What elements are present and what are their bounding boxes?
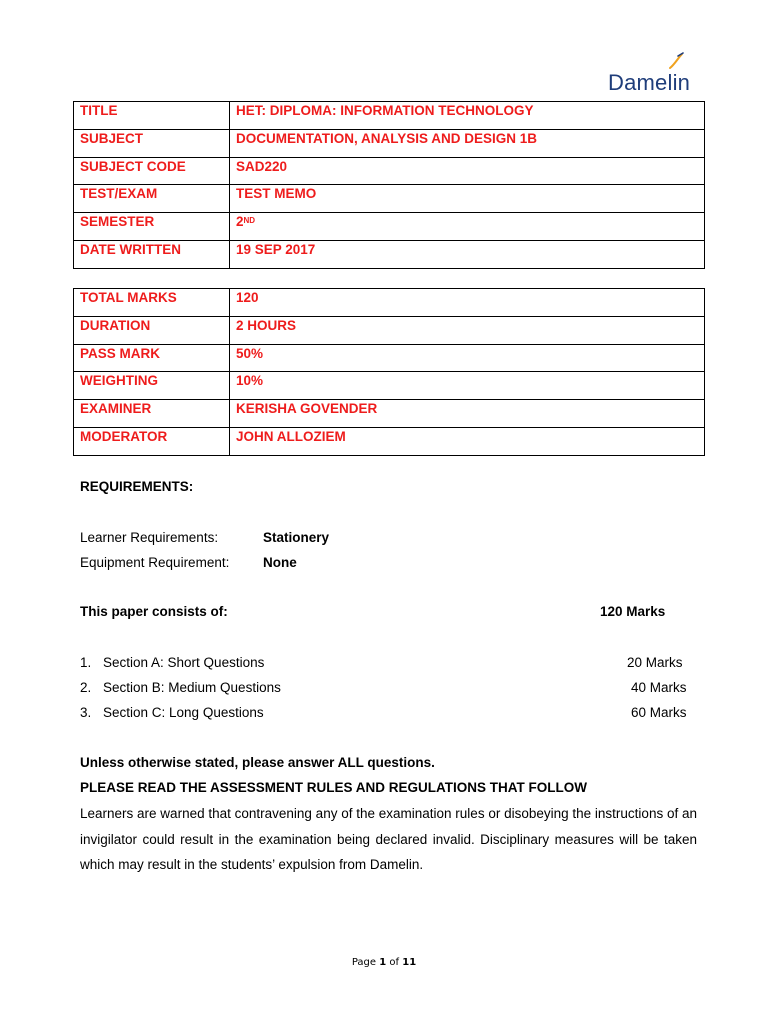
row-value: 10% — [230, 372, 705, 400]
page-word: Page — [351, 957, 377, 968]
paper-consists-label: This paper consists of: — [80, 604, 228, 619]
damelin-logo — [606, 52, 706, 100]
row-label: SUBJECT — [74, 129, 230, 157]
row-value: 120 — [230, 289, 705, 317]
rules-heading: PLEASE READ THE ASSESSMENT RULES AND REGULATIONS THAT FOLLOW — [80, 780, 588, 795]
row-value: SAD220 — [230, 157, 705, 185]
row-label: EXAMINER — [74, 400, 230, 428]
paper-total-marks: 120 Marks — [600, 604, 666, 619]
table-row — [74, 129, 705, 157]
table-row — [74, 344, 705, 372]
section-name: Section A: Short Questions — [103, 655, 265, 670]
row-value — [230, 213, 705, 241]
table-row — [74, 102, 705, 130]
table-row — [74, 400, 705, 428]
table-row — [74, 427, 705, 455]
section-number: 1. — [80, 655, 92, 670]
table-row — [74, 213, 705, 241]
row-label: DATE WRITTEN — [74, 240, 230, 268]
row-label: DURATION — [74, 316, 230, 344]
row-value: JOHN ALLOZIEM — [230, 427, 705, 455]
row-label: PASS MARK — [74, 344, 230, 372]
section-marks: 20 Marks — [627, 655, 683, 670]
row-value: TEST MEMO — [230, 185, 705, 213]
row-value: HET: DIPLOMA: INFORMATION TECHNOLOGY — [230, 102, 705, 130]
course-info-table — [73, 101, 705, 269]
semester-number: 2 — [236, 214, 244, 230]
logo-text: Damelin — [608, 70, 691, 95]
semester-suffix: ND — [243, 216, 256, 226]
equipment-requirement-value: None — [263, 555, 297, 570]
row-label: SUBJECT CODE — [74, 157, 230, 185]
of-word: of — [389, 957, 400, 968]
page-footer — [0, 957, 768, 968]
row-label: SEMESTER — [74, 213, 230, 241]
row-label: WEIGHTING — [74, 372, 230, 400]
row-value: 19 SEP 2017 — [230, 240, 705, 268]
row-label: MODERATOR — [74, 427, 230, 455]
row-value: DOCUMENTATION, ANALYSIS AND DESIGN 1B — [230, 129, 705, 157]
learner-requirements-label: Learner Requirements: — [80, 530, 219, 545]
learner-requirements-value: Stationery — [263, 530, 330, 545]
row-label: TEST/EXAM — [74, 185, 230, 213]
row-value: 2 HOURS — [230, 316, 705, 344]
row-label: TITLE — [74, 102, 230, 130]
current-page-number: 1 — [379, 957, 387, 968]
answer-all-instruction: Unless otherwise stated, please answer ALL questions. — [80, 755, 435, 770]
row-value: KERISHA GOVENDER — [230, 400, 705, 428]
table-row — [74, 157, 705, 185]
table-row — [74, 372, 705, 400]
requirements-heading: REQUIREMENTS: — [80, 479, 194, 494]
section-number: 3. — [80, 705, 92, 720]
table-row — [74, 240, 705, 268]
equipment-requirement-label: Equipment Requirement: — [80, 555, 230, 570]
row-value: 50% — [230, 344, 705, 372]
table-row — [74, 289, 705, 317]
section-name: Section C: Long Questions — [103, 705, 264, 720]
row-label: TOTAL MARKS — [74, 289, 230, 317]
section-marks: 60 Marks — [631, 705, 687, 720]
section-number: 2. — [80, 680, 92, 695]
section-name: Section B: Medium Questions — [103, 680, 281, 695]
section-marks: 40 Marks — [631, 680, 687, 695]
table-row — [74, 316, 705, 344]
warning-paragraph: Learners are warned that contravening any of the examination rules or disobeying the instructions of an invigilator could result in the examination being declared invalid. Disciplinary measures will be taken which may result in the students’ expulsion from Damelin. — [80, 806, 697, 872]
total-pages-number: 11 — [402, 957, 417, 968]
assessment-info-table — [73, 288, 705, 456]
table-row — [74, 185, 705, 213]
